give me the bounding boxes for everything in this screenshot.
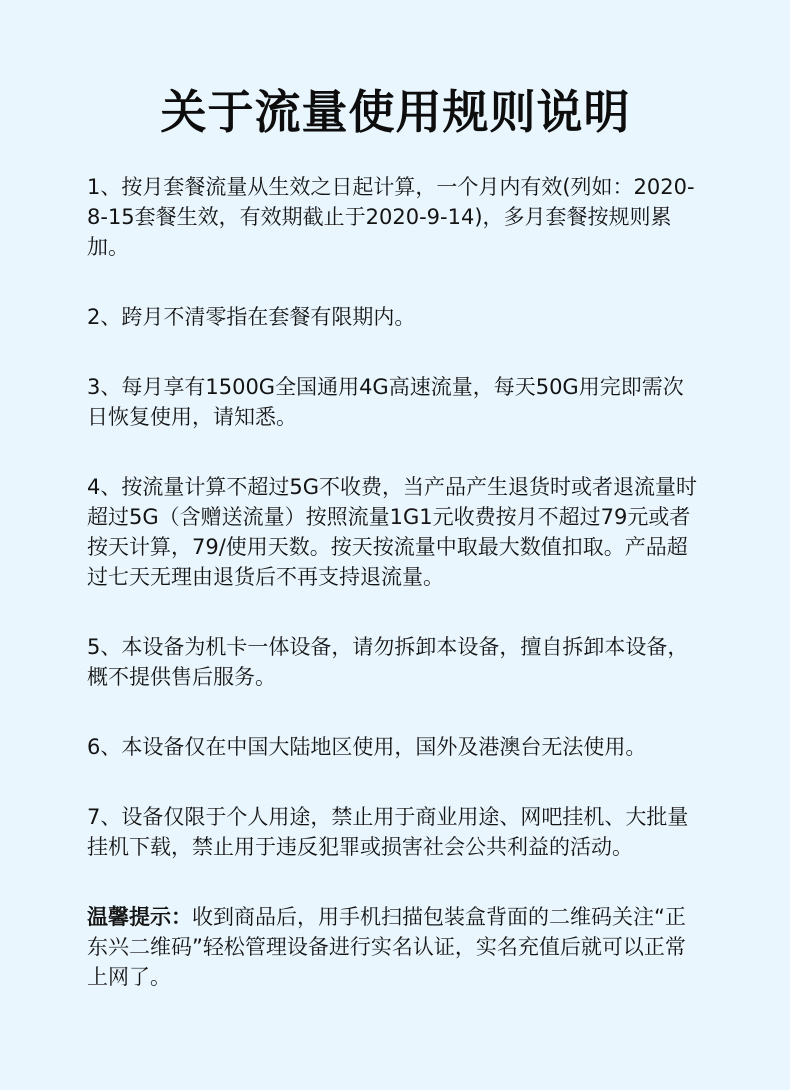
- warm-tip: [87, 902, 704, 992]
- rule-item-3: 3、每月享有1500G全国通用4G高速流量，每天50G用完即需次日恢复使用，请知悉。: [87, 375, 684, 429]
- rule-item-4: 4、按流量计算不超过5G不收费，当产品产生退货时或者退流量时超过5G（含赠送流量）按照流量1G1元收费按月不超过79元或者按天计算，79/使用天数。按天按流量中取最大数值扣取。产品超过七天无理由退货后不再支持退流量。: [87, 475, 697, 589]
- rule-item-5: 5、本设备为机卡一体设备，请勿拆卸本设备，擅自拆卸本设备，概不提供售后服务。: [87, 635, 689, 689]
- page-title: 关于流量使用规则说明: [160, 85, 631, 139]
- rule-item-1: 1、按月套餐流量从生效之日起计算，一个月内有效(列如：2020-8-15套餐生效，有效期截止于2020-9-14)，多月套餐按规则累加。: [87, 175, 695, 259]
- rule-item-2: 2、跨月不清零指在套餐有限期内。: [87, 305, 416, 329]
- rule-item-7: 7、设备仅限于个人用途，禁止用于商业用途、网吧挂机、大批量挂机下载，禁止用于违反犯罪或损害社会公共利益的活动。: [87, 805, 689, 859]
- warm-tip-label: 温馨提示：: [87, 905, 192, 929]
- warm-tip-text: 收到商品后，用手机扫描包装盒背面的二维码关注“正东兴二维码”轻松管理设备进行实名认证，实名充值后就可以正常上网了。: [87, 905, 686, 989]
- rule-item-6: 6、本设备仅在中国大陆地区使用，国外及港澳台无法使用。: [87, 735, 647, 759]
- rules-list: [87, 172, 704, 862]
